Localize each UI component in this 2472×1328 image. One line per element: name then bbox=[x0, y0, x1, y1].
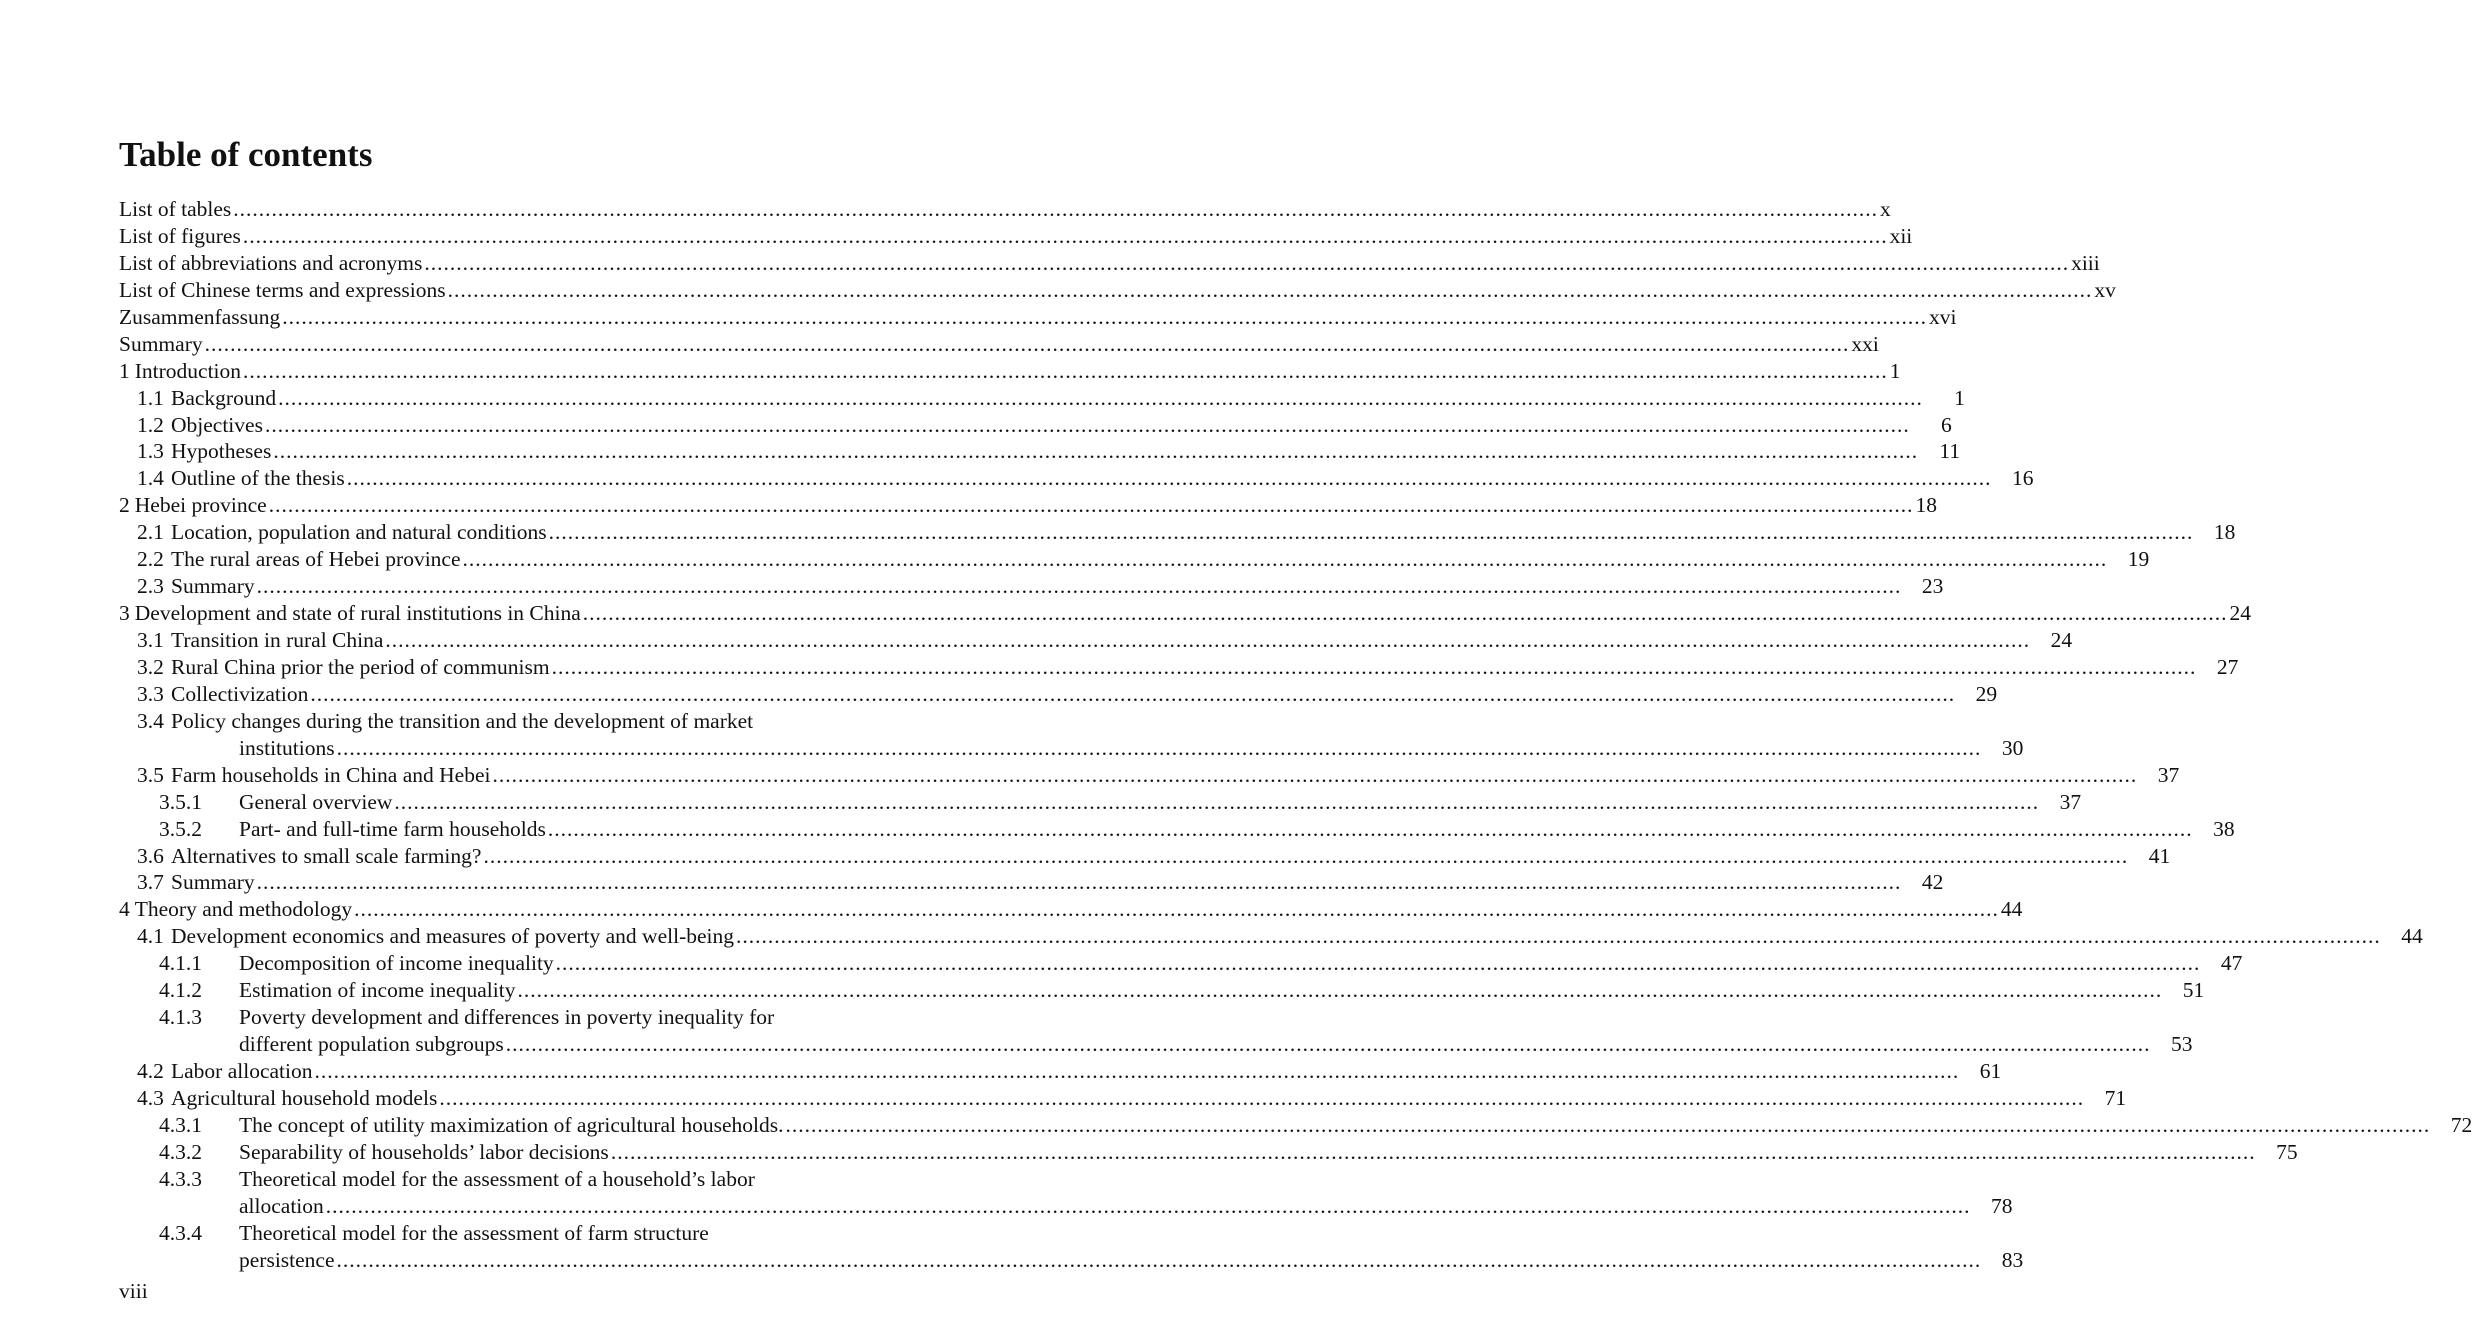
toc-entry-number: 4.2 bbox=[137, 1059, 164, 1083]
dot-leader bbox=[205, 331, 1850, 358]
toc-entry-title: Rural China prior the period of communism bbox=[171, 654, 550, 679]
toc-entry-title: Hypotheses bbox=[171, 439, 272, 464]
toc-entry-title: Alternatives to small scale farming? bbox=[171, 843, 482, 868]
toc-entry-page: 6 bbox=[1940, 412, 1952, 437]
page-number: viii bbox=[119, 1279, 148, 1303]
toc-entry-title: List of figures bbox=[119, 223, 241, 248]
dot-leader bbox=[549, 519, 2194, 546]
toc-entry-title: General overview bbox=[239, 789, 393, 814]
toc-entry[interactable] bbox=[119, 492, 1937, 519]
toc-entry[interactable] bbox=[119, 1166, 876, 1193]
toc-entry-number: 1.4 bbox=[137, 466, 164, 491]
toc-entry-page: 83 bbox=[2001, 1247, 2024, 1272]
toc-entry-page: 29 bbox=[1975, 681, 1998, 706]
toc-entry-number: 4.3.1 bbox=[159, 1112, 202, 1137]
toc-entry-page: xvi bbox=[1928, 304, 1957, 329]
toc-entry-number: 1 bbox=[119, 358, 130, 383]
toc-entry-page: 24 bbox=[2229, 601, 2252, 626]
toc-entry-number: 4.3.4 bbox=[159, 1220, 202, 1245]
dot-leader bbox=[257, 573, 1902, 600]
toc-entry-number: 3.5.1 bbox=[159, 789, 202, 814]
toc-entry[interactable] bbox=[119, 385, 1965, 412]
toc-entry-title: Part- and full-time farm households bbox=[239, 816, 546, 841]
toc-entry-title-continued: allocation bbox=[239, 1193, 324, 1218]
toc-entry-number: 3.1 bbox=[137, 628, 164, 652]
dot-leader bbox=[556, 950, 2201, 977]
toc-entry-page: xxi bbox=[1851, 331, 1879, 356]
toc-entry[interactable] bbox=[119, 196, 1891, 223]
toc-entry-continuation[interactable] bbox=[119, 1247, 2024, 1274]
toc-entry-page: 37 bbox=[2059, 789, 2082, 814]
dot-leader bbox=[517, 977, 2162, 1004]
toc-entry-number: 4.3.2 bbox=[159, 1139, 202, 1164]
toc-entry[interactable] bbox=[119, 358, 1901, 385]
dot-leader bbox=[394, 789, 2039, 816]
dot-leader bbox=[448, 277, 2093, 304]
toc-entry-number: 3.5 bbox=[137, 762, 164, 787]
dot-leader bbox=[233, 196, 1878, 223]
toc-entry-page: 11 bbox=[1939, 439, 1961, 464]
page-title: Table of contents bbox=[119, 135, 373, 174]
toc-entry-title: Introduction bbox=[134, 358, 242, 383]
toc-entry[interactable] bbox=[119, 412, 1952, 439]
toc-entry-number: 4.3 bbox=[137, 1085, 164, 1110]
toc-entry[interactable] bbox=[119, 681, 1998, 708]
toc-entry[interactable] bbox=[119, 465, 2034, 492]
toc-entry-page: 18 bbox=[1915, 493, 1937, 518]
dot-leader bbox=[611, 1139, 2256, 1166]
toc-entry-page: 30 bbox=[2001, 735, 2024, 760]
toc-entry-title: Collectivization bbox=[171, 681, 309, 706]
toc-entry-title: Development economics and measures of poverty and well-being bbox=[171, 924, 734, 949]
dot-leader bbox=[583, 600, 2228, 627]
toc-entry-number: 3.2 bbox=[137, 654, 164, 679]
dot-leader bbox=[310, 681, 1955, 708]
toc-entry-page: 75 bbox=[2276, 1139, 2298, 1164]
toc-entry-page: 37 bbox=[2157, 762, 2180, 787]
toc-entry[interactable] bbox=[119, 519, 2236, 546]
toc-entry-title: Location, population and natural conditions bbox=[171, 520, 547, 545]
toc-entry-title: Policy changes during the transition and the development of market bbox=[171, 708, 754, 733]
toc-entry[interactable] bbox=[119, 843, 2171, 870]
toc-entry-number: 1.2 bbox=[137, 412, 164, 437]
toc-entry[interactable] bbox=[119, 789, 2082, 816]
toc-entry-continuation[interactable] bbox=[119, 735, 2024, 762]
dot-leader bbox=[385, 627, 2030, 654]
toc-entry[interactable] bbox=[119, 573, 1944, 600]
toc-entry-title: Summary bbox=[171, 574, 255, 599]
dot-leader bbox=[243, 223, 1888, 250]
toc-entry-title: Farm households in China and Hebei bbox=[171, 762, 491, 787]
toc-entry[interactable] bbox=[119, 600, 2252, 627]
dot-leader bbox=[354, 896, 1999, 923]
toc-entry-number: 3.7 bbox=[137, 870, 164, 895]
toc-entry-page: 27 bbox=[2216, 654, 2239, 679]
toc-entry[interactable] bbox=[119, 762, 2180, 789]
dot-leader bbox=[278, 385, 1923, 412]
toc-entry-continuation[interactable] bbox=[119, 1193, 2013, 1220]
toc-entry-page: 1 bbox=[1889, 358, 1901, 383]
toc-entry-title: Poverty development and differences in poverty inequality for bbox=[239, 1005, 775, 1030]
toc-entry-number: 4.1.2 bbox=[159, 978, 202, 1003]
toc-entry-page: xiii bbox=[2071, 250, 2100, 275]
toc-entry[interactable] bbox=[119, 977, 2205, 1004]
toc-entry-title: Labor allocation bbox=[171, 1059, 313, 1083]
toc-entry[interactable] bbox=[119, 896, 2023, 923]
toc-entry-title: List of Chinese terms and expressions bbox=[119, 277, 446, 302]
toc-entry-title: Outline of the thesis bbox=[171, 466, 345, 491]
toc-entry[interactable] bbox=[119, 708, 876, 735]
toc-entry[interactable] bbox=[119, 1085, 2127, 1112]
toc-entry-page: 44 bbox=[2000, 897, 2023, 922]
toc-entry-page: 44 bbox=[2401, 924, 2423, 949]
toc-entry-page: 38 bbox=[2213, 816, 2235, 841]
toc-entry[interactable] bbox=[119, 1004, 876, 1031]
toc-entry-title: Objectives bbox=[171, 412, 263, 437]
toc-entry-page: 24 bbox=[2050, 628, 2073, 652]
toc-entry-title: Separability of households’ labor decisions bbox=[239, 1139, 609, 1164]
toc-entry-title: Summary bbox=[119, 331, 203, 356]
dot-leader bbox=[463, 546, 2108, 573]
toc-entry-page: 71 bbox=[2104, 1085, 2127, 1110]
toc-entry-page: 16 bbox=[2012, 466, 2034, 491]
toc-entry-title: Theoretical model for the assessment of farm structure bbox=[239, 1220, 709, 1245]
toc-entry-title: Decomposition of income inequality bbox=[239, 951, 554, 976]
toc-entry-title: Hebei province bbox=[134, 493, 267, 518]
toc-entry-page: xv bbox=[2094, 277, 2116, 302]
toc-entry-page: 1 bbox=[1954, 385, 1965, 410]
toc-entry[interactable] bbox=[119, 1139, 2298, 1166]
toc-entry[interactable] bbox=[119, 304, 1957, 331]
toc-entry[interactable] bbox=[119, 923, 2423, 950]
dot-leader bbox=[314, 1058, 1959, 1085]
toc-entry[interactable] bbox=[119, 277, 2116, 304]
dot-leader bbox=[326, 1193, 1971, 1220]
dot-leader bbox=[243, 358, 1888, 385]
toc-entry[interactable] bbox=[119, 950, 2243, 977]
toc-entry[interactable] bbox=[119, 816, 2235, 843]
dot-leader bbox=[337, 735, 1982, 762]
toc-entry-title: Zusammenfassung bbox=[119, 304, 281, 329]
dot-leader bbox=[736, 923, 2381, 950]
toc-entry-title-continued: different population subgroups bbox=[239, 1032, 504, 1057]
dot-leader bbox=[273, 438, 1918, 465]
toc-entry[interactable] bbox=[119, 223, 1913, 250]
toc-entry-title-continued: institutions bbox=[239, 735, 335, 760]
toc-entry[interactable] bbox=[119, 627, 2073, 654]
dot-leader bbox=[552, 654, 2197, 681]
toc-list bbox=[119, 196, 2472, 1274]
toc-entry-page: 72 bbox=[2450, 1112, 2472, 1137]
dot-leader bbox=[786, 1112, 2431, 1139]
toc-entry-number: 1.1 bbox=[137, 385, 164, 410]
toc-entry-number: 3 bbox=[119, 601, 130, 626]
toc-entry-page: 53 bbox=[2170, 1032, 2193, 1057]
toc-entry[interactable] bbox=[119, 250, 2100, 277]
dot-leader bbox=[257, 869, 1902, 896]
toc-entry-title-continued: persistence bbox=[239, 1247, 335, 1272]
toc-entry-number: 2 bbox=[119, 493, 130, 518]
toc-entry-number: 4.3.3 bbox=[159, 1166, 202, 1191]
toc-entry[interactable] bbox=[119, 1112, 2472, 1139]
toc-entry[interactable] bbox=[119, 869, 1944, 896]
toc-entry-page: 61 bbox=[1979, 1059, 2002, 1083]
toc-entry[interactable] bbox=[119, 331, 1879, 358]
toc-entry-number: 3.5.2 bbox=[159, 816, 202, 841]
toc-entry-number: 3.6 bbox=[137, 843, 164, 868]
toc-entry-title: Theoretical model for the assessment of a household’s labor bbox=[239, 1166, 755, 1191]
dot-leader bbox=[282, 304, 1927, 331]
toc-entry-title: List of abbreviations and acronyms bbox=[119, 250, 423, 275]
toc-entry-number: 1.3 bbox=[137, 439, 164, 464]
toc-entry-title: The concept of utility maximization of agricultural households. bbox=[239, 1112, 784, 1137]
toc-entry[interactable] bbox=[119, 1220, 876, 1247]
toc-entry-title: Development and state of rural institutions in China bbox=[134, 601, 581, 626]
dot-leader bbox=[506, 1031, 2151, 1058]
toc-entry-number: 4.1 bbox=[137, 924, 164, 949]
dot-leader bbox=[483, 843, 2128, 870]
toc-entry-title: List of tables bbox=[119, 197, 232, 221]
toc-entry-title: Theory and methodology bbox=[134, 897, 353, 922]
dot-leader bbox=[548, 816, 2193, 843]
toc-entry-number: 2.2 bbox=[137, 547, 164, 572]
toc-entry-page: 18 bbox=[2213, 520, 2236, 545]
toc-entry-number: 3.4 bbox=[137, 708, 164, 733]
toc-entry-number: 4.1.3 bbox=[159, 1005, 202, 1030]
toc-entry-title: The rural areas of Hebei province bbox=[171, 547, 461, 572]
toc-entry-number: 3.3 bbox=[137, 681, 164, 706]
dot-leader bbox=[424, 250, 2069, 277]
toc-entry-page: 23 bbox=[1921, 574, 1944, 599]
toc-entry[interactable] bbox=[119, 546, 2150, 573]
toc-entry-title: Transition in rural China bbox=[171, 628, 384, 652]
toc-entry-title: Background bbox=[171, 385, 277, 410]
toc-entry-page: 51 bbox=[2182, 978, 2205, 1003]
toc-entry-page: 19 bbox=[2127, 547, 2150, 572]
dot-leader bbox=[337, 1247, 1982, 1274]
toc-entry-number: 2.3 bbox=[137, 574, 164, 599]
toc-entry-page: 42 bbox=[1921, 870, 1944, 895]
toc-entry-continuation[interactable] bbox=[119, 1031, 2193, 1058]
dot-leader bbox=[265, 412, 1910, 439]
toc-entry-page: xii bbox=[1889, 223, 1913, 248]
toc-entry-number: 4 bbox=[119, 897, 130, 922]
toc-entry-page: x bbox=[1880, 197, 1891, 221]
toc-entry-page: 78 bbox=[1991, 1193, 2013, 1218]
toc-entry[interactable] bbox=[119, 438, 1961, 465]
toc-entry-number: 2.1 bbox=[137, 520, 164, 545]
toc-entry[interactable] bbox=[119, 1058, 2002, 1085]
toc-entry-title: Estimation of income inequality bbox=[239, 978, 516, 1003]
toc-entry-page: 41 bbox=[2148, 843, 2171, 868]
toc-entry[interactable] bbox=[119, 654, 2239, 681]
dot-leader bbox=[347, 465, 1992, 492]
toc-entry-page: 47 bbox=[2220, 951, 2243, 976]
toc-entry-title: Summary bbox=[171, 870, 255, 895]
dot-leader bbox=[492, 762, 2137, 789]
dot-leader bbox=[269, 492, 1914, 519]
toc-entry-number: 4.1.1 bbox=[159, 951, 202, 976]
dot-leader bbox=[439, 1085, 2084, 1112]
toc-entry-title: Agricultural household models bbox=[171, 1085, 438, 1110]
